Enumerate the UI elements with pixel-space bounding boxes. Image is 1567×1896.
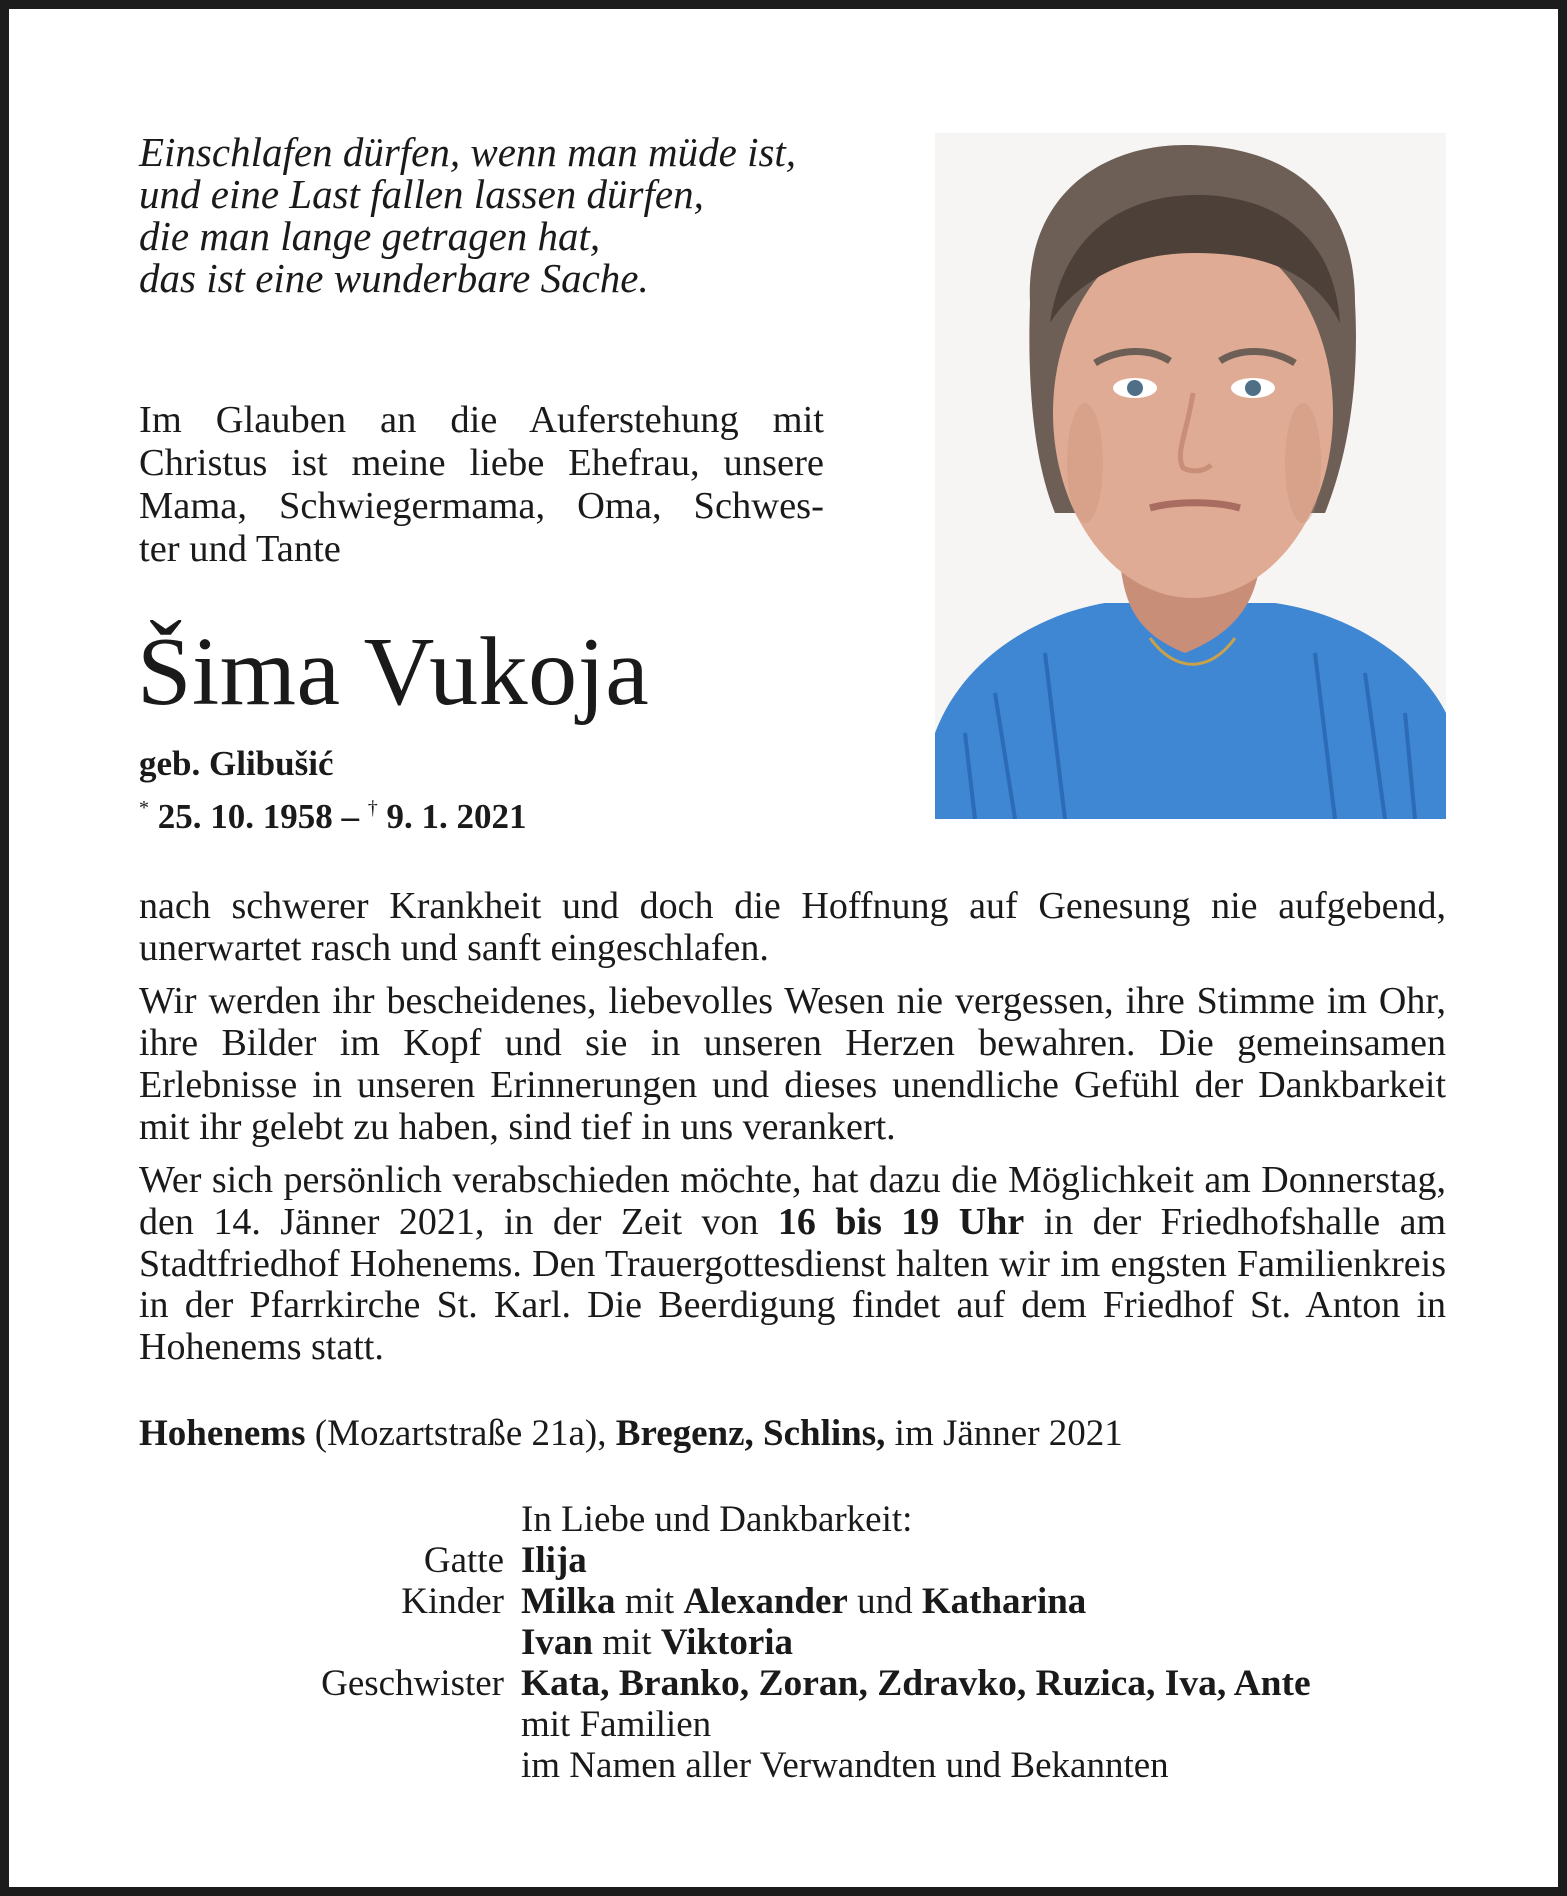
place-address: (Mozartstraße 21a), [314, 1413, 607, 1454]
intro-line: Im Glauben an die Auferstehung mit [139, 399, 824, 441]
partner-name: Alexander [683, 1581, 848, 1622]
photo-iris-left [1127, 380, 1143, 396]
place-date-line [139, 1412, 1123, 1456]
mourners-heading-row [139, 1499, 1459, 1540]
mourners-row [139, 1581, 1459, 1622]
siblings-label: Geschwister [321, 1663, 504, 1704]
death-date: 9. 1. 2021 [386, 797, 527, 836]
maiden-name: geb. Glibušić [139, 744, 334, 783]
closing-text: im Namen aller Verwandten und Bekannten [521, 1745, 1169, 1786]
portrait-image [935, 133, 1446, 819]
mourners-list [139, 1499, 1459, 1786]
photo-face [1053, 228, 1333, 598]
viewing-text: Wer sich persönlich verabschieden möchte, hat dazu die Möglichkeit am Donnerstag, den 14. Jänner 2021, in der Zeit von [139, 1159, 1446, 1243]
body-paragraph: nach schwerer Krankheit und doch die Hoffnung auf Genesung nie aufgebend, unerwartet rasch und sanft eingeschlafen. [139, 885, 1446, 969]
families-text: mit Familien [521, 1704, 712, 1745]
body-paragraph: Wir werden ihr bescheidenes, liebevolles Wesen nie vergessen, ihre Stimme im Ohr, ihre Bilder im Kopf und sie in unseren Herzen bewahren. Die gemeinsamen Erlebnisse in unseren Erinnerungen und dieses unendliche Gefühl der Dankbarkeit mit ihr gelebt zu haben, sind tief in uns verankert. [139, 980, 1446, 1148]
child-name: Ivan [521, 1622, 593, 1663]
birth-symbol: * [139, 797, 149, 819]
intro-line: Mama, Schwiegermama, Oma, Schwes- [139, 485, 824, 527]
place-date: im Jänner 2021 [894, 1413, 1123, 1454]
grandchild-name: Katharina [921, 1581, 1087, 1622]
place-other-cities: Bregenz, Schlins, [615, 1413, 886, 1454]
poem [139, 131, 839, 299]
place-city: Hohenems [139, 1413, 306, 1454]
date-dash: – [341, 797, 359, 836]
viewing-location: in der Friedhofshalle am Stadtfriedhof Hohenems. Den Trauergottesdienst halten wir im engsten Familienkreis in der Pfarrkirche St. Karl. Die Beerdigung findet auf dem Friedhof St. Anton in Hohenems statt. [139, 1200, 1447, 1369]
spouse-label: Gatte [423, 1540, 504, 1581]
portrait-photo [935, 133, 1446, 819]
spouse-name: Ilija [521, 1540, 587, 1581]
poem-line: Einschlafen dürfen, wenn man müde ist, [139, 129, 797, 175]
photo-cheek-left [1067, 403, 1103, 523]
connector: mit [624, 1581, 675, 1622]
intro-text [139, 399, 824, 571]
children-label: Kinder [401, 1581, 504, 1622]
poem-line: das ist eine wunderbare Sache. [139, 255, 649, 301]
body-paragraph [139, 1160, 1446, 1369]
siblings-names: Kata, Branko, Zoran, Zdravko, Ruzica, Iva, Ante [521, 1663, 1311, 1704]
photo-iris-right [1245, 380, 1261, 396]
mourners-heading: In Liebe und Dankbarkeit: [521, 1499, 913, 1540]
connector: mit [602, 1622, 652, 1663]
mourners-row [139, 1622, 1459, 1663]
life-dates [139, 788, 527, 837]
mourners-row [139, 1704, 1459, 1745]
mourners-row [139, 1663, 1459, 1704]
photo-cheek-right [1285, 403, 1321, 523]
deceased-name: Šima Vukoja [137, 618, 650, 726]
intro-line: ter und Tante [139, 528, 341, 570]
death-symbol: † [367, 797, 378, 819]
partner-name: Viktoria [660, 1622, 794, 1663]
mourners-row [139, 1540, 1459, 1581]
poem-line: und eine Last fallen lassen dürfen, [139, 171, 704, 217]
intro-line: Christus ist meine liebe Ehefrau, unsere [139, 442, 824, 484]
mourners-row [139, 1745, 1459, 1786]
child-name: Milka [521, 1581, 616, 1622]
obituary-body [139, 886, 1446, 1381]
connector: und [857, 1581, 913, 1622]
poem-line: die man lange getragen hat, [139, 213, 601, 259]
viewing-time: 16 bis 19 Uhr [777, 1200, 1025, 1243]
birth-date: 25. 10. 1958 [157, 797, 333, 836]
